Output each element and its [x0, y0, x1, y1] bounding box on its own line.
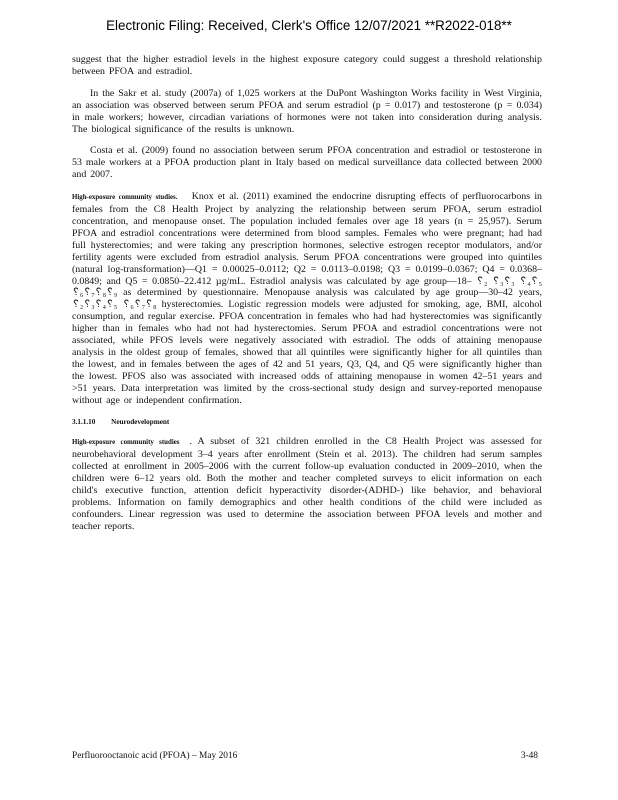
paragraph-knox-study — [72, 191, 542, 406]
section-heading — [72, 418, 542, 426]
paragraph-costa-study: Costa et al. (2009) found no association between serum PFOA concentration and estradiol or testosterone in 53 male workers at a PFOA production plant in Italy based on medical surveillance data collected between 2000 and 2007. — [72, 145, 542, 181]
section-title: Neurodevelopment — [111, 418, 170, 427]
section-number: 3.1.1.10 — [72, 418, 96, 427]
document-body — [72, 54, 542, 543]
page-footer — [72, 751, 538, 761]
run-in-heading: High-exposure community studies — [72, 439, 180, 447]
knox-text-final: hysterectomies. Logistic regression models were adjusted for smoking, age, BMI, alcohol consumption, and regular exercise. PFOA concentration in females who had had hysterectomies was significantly higher than in females who had not had hysterectomies. Serum PFOA and estradiol concentrations were not associated, while PFOS levels were negatively associated with estradiol. The odds of attaining menopause analysis in the oldest group of females, showed that all quintiles were significantly higher for all quintiles than the lowest, and in females between the ages of 42 and 51 years, Q3, Q4, and Q5 were significantly higher than the lowest. PFOS also was associated with increased odds of attaining menopause in women 42–51 years and >51 years. Data interpretation was limited by the cross-sectional study design and survey-reported menopause without age or independent confirmation. — [72, 299, 543, 406]
neuro-text: . A subset of 321 children enrolled in the C8 Health Project was assessed for neurobehavioral development 3–4 years after enrollment (Stein et al. 2013). The children had serum samples collected at enrollment in 2005–2006 with the current follow-up evaluation conducted in 2009–2010, when the children were 6–12 years old. Both the mother and teacher completed surveys to elicit information on each child's executive function, attention deficit hyperactivity disorder-(ADHD-) like behavior, and behavioral problems. Information on family demographics and other health conditions of the child were included as confounders. Linear regression was used to determine the association between PFOA levels and mother and teacher reports. — [72, 436, 542, 532]
paragraph-sakr-study: In the Sakr et al. study (2007a) of 1,025 workers at the DuPont Washington Works facility in West Virginia, an association was observed between serum PFOA and serum estradiol (p = 0.017) and testosterone (p = 0.034) in male workers; however, circadian variations of hormones were not taken into consideration during analysis. The biological significance of the results is unknown. — [72, 87, 542, 135]
knox-text-continued: as determined by questionnaire. Menopause analysis was calculated by age group—30–42 years, — [123, 287, 543, 299]
garbled-glyphs: ␦₂ ␦₃␦₃ ␦₄␦₅ ␦₆␦₇␦₈␦₉ — [72, 275, 543, 299]
garbled-glyphs: ␦₂␦₃␦₄␦₅ ␦₆␦₇␦₈ — [72, 299, 157, 311]
paragraph-neurodevelopment — [72, 436, 542, 532]
run-in-heading: High-exposure community studies. — [72, 194, 178, 202]
paragraph-threshold: suggest that the higher estradiol levels in the highest exposure category could suggest a threshold relationship between PFOA and estradiol. — [72, 54, 542, 77]
knox-text: Knox et al. (2011) examined the endocrine disrupting effects of perfluorocarbons in females from the C8 Health Project by analyzing the relationship between serum PFOA, serum estradiol concentration, and menopause onset. The population included females over age 18 years (n = 25,957). Serum PFOA and estradiol concentrations were determined from blood samples. Females who were pregnant; had had full hysterectomies; and were taking any prescription hormones, selective estrogen receptor modulators, and/or fertility agents were excluded from estradiol analysis. Serum PFOA concentrations were grouped into quintiles (natural log-transformation)—Q1 = 0.00025–0.0112; Q2 = 0.0113–0.0198; Q3 = 0.0199–0.0367; Q4 = 0.0368–0.0849; and Q5 = 0.0850–22.412 µg/mL. Estradiol analysis was calculated by age group—18– — [72, 191, 542, 287]
filing-header: Electronic Filing: Received, Clerk's Office 12/07/2021 **R2022-018** — [106, 18, 512, 33]
page-number: 3-48 — [520, 751, 538, 761]
footer-document-title: Perfluorooctanoic acid (PFOA) – May 2016 — [72, 751, 238, 761]
